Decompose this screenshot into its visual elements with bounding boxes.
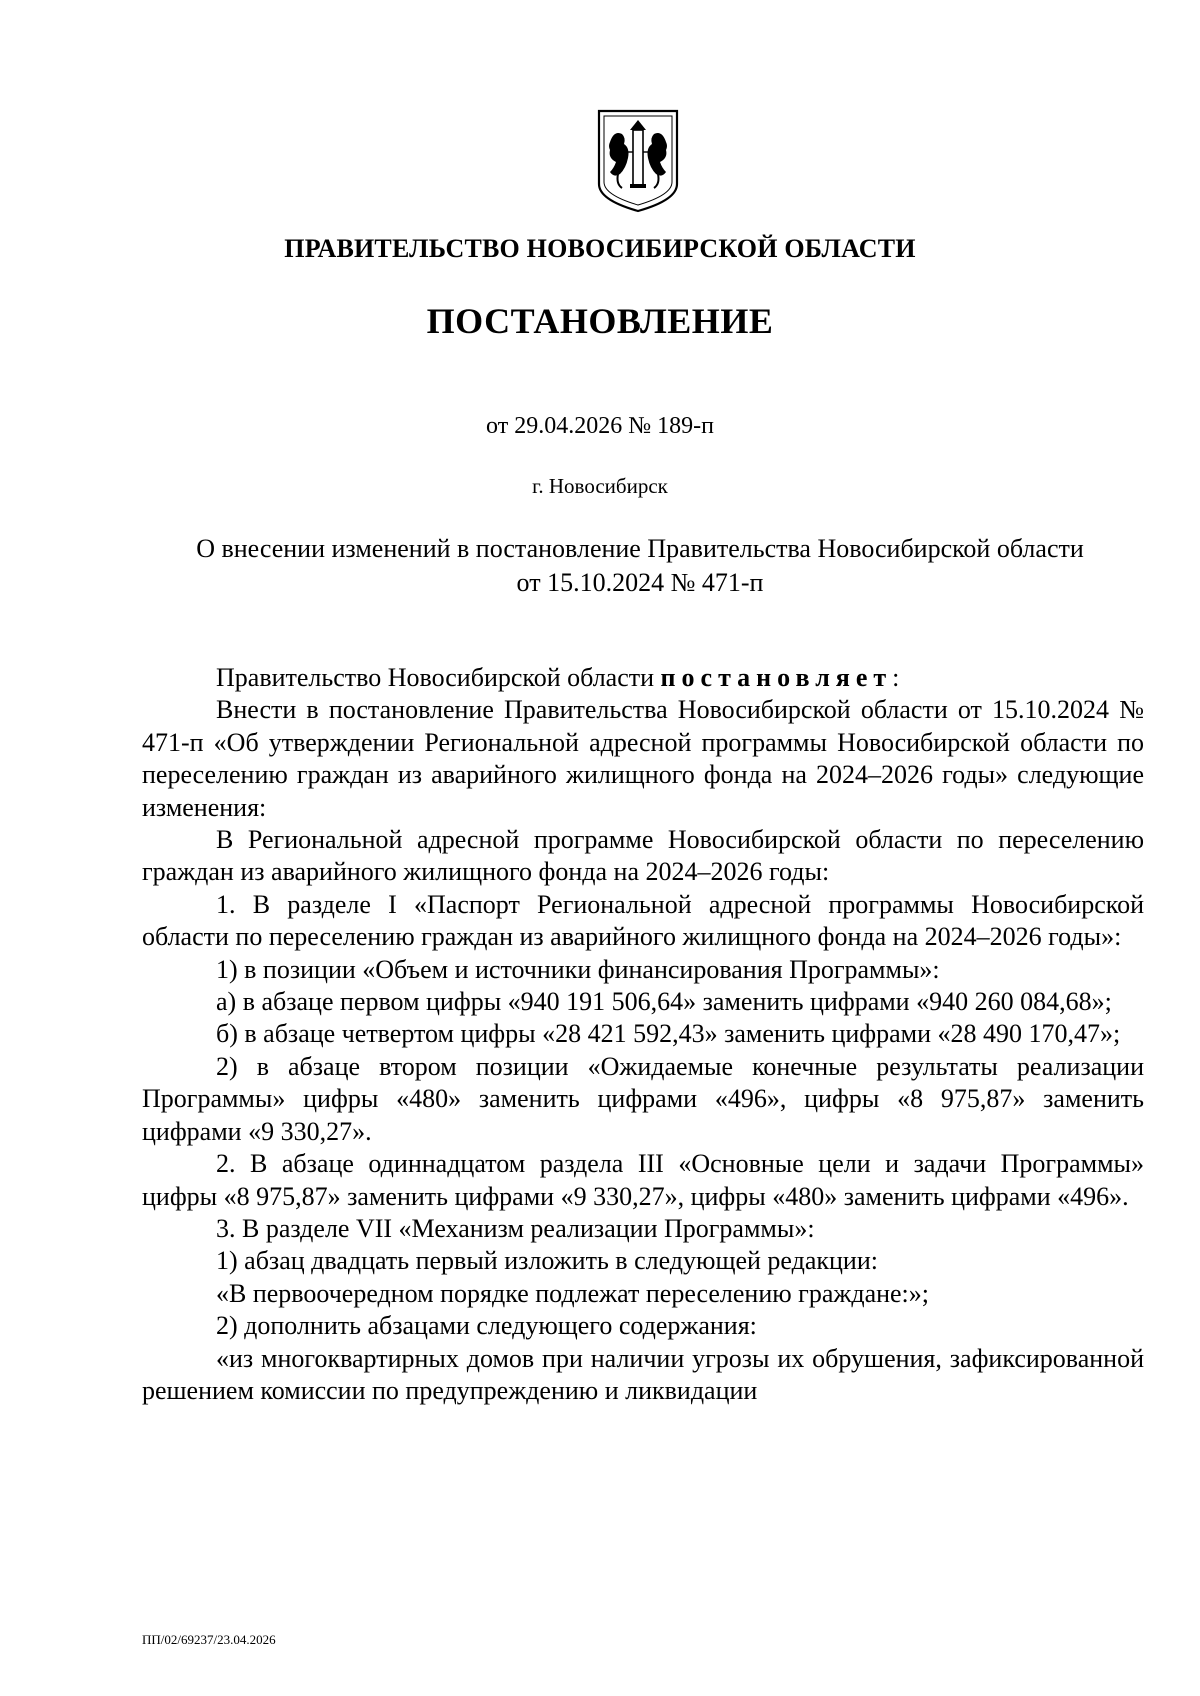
body-paragraph: 2. В абзаце одиннадцатом раздела III «Основные цели и задачи Программы» цифры «8 975,87» заменить цифрами «9 330,27», цифры «480» заменить цифрами «496». bbox=[142, 1149, 1144, 1211]
body-paragraph: 1) в позиции «Объем и источники финансирования Программы»: bbox=[216, 954, 940, 984]
body-paragraph: 2) дополнить абзацами следующего содержания: bbox=[216, 1311, 757, 1341]
intro-colon: : bbox=[892, 663, 900, 692]
resolution-intro-paragraph bbox=[142, 662, 1144, 694]
body-paragraph: В Региональной адресной программе Новосибирской области по переселению граждан из аварийного жилищного фонда на 2024–2026 годы: bbox=[142, 825, 1144, 887]
body-paragraph: а) в абзаце первом цифры «940 191 506,64» заменить цифрами «940 260 084,68»; bbox=[216, 987, 1112, 1017]
date-number-line: от 29.04.2026 № 189-п bbox=[486, 413, 714, 439]
body-paragraph: 1. В разделе I «Паспорт Региональной адресной программы Новосибирской области по переселению граждан из аварийного жилищного фонда на 2024–2026 годы»: bbox=[142, 889, 1144, 952]
body-paragraph: 2) в абзаце втором позиции «Ожидаемые конечные результаты реализации Программы» цифры «480» заменить цифрами «496», цифры «8 975,87» заменить цифрами «9 330,27». bbox=[142, 1051, 1144, 1146]
document-registration-code: ПП/02/69237/23.04.2026 bbox=[142, 1632, 276, 1647]
body-paragraph: 1) абзац двадцать первый изложить в следующей редакции: bbox=[216, 1246, 878, 1276]
body-paragraph: «из многоквартирных домов при наличии угрозы их обрушения, зафиксированной решением комиссии по предупреждению и ликвидации bbox=[142, 1343, 1144, 1405]
body-paragraph: б) в абзаце четвертом цифры «28 421 592,43» заменить цифрами «28 490 170,47»; bbox=[216, 1019, 1121, 1049]
body-paragraph: 3. В разделе VII «Механизм реализации Программы»: bbox=[216, 1213, 815, 1243]
coat-of-arms-icon bbox=[596, 108, 680, 214]
city-line: г. Новосибирск bbox=[532, 474, 668, 498]
document-title bbox=[140, 532, 1140, 600]
title-line-1: О внесении изменений в постановление Правительства Новосибирской области bbox=[196, 534, 1084, 563]
intro-text: Правительство Новосибирской области bbox=[216, 663, 661, 692]
title-line-2: от 15.10.2024 № 471-п bbox=[516, 568, 764, 597]
organization-heading: ПРАВИТЕЛЬСТВО НОВОСИБИРСКОЙ ОБЛАСТИ bbox=[284, 234, 916, 263]
document-type-heading: ПОСТАНОВЛЕНИЕ bbox=[426, 301, 774, 341]
body-paragraph: «В первоочередном порядке подлежат переселению граждане:»; bbox=[216, 1278, 930, 1308]
resolves-word: постановляет bbox=[660, 663, 893, 692]
document-body bbox=[142, 662, 1144, 1407]
body-paragraph: Внести в постановление Правительства Новосибирской области от 15.10.2024 № 471-п «Об утверждении Региональной адресной программы Новосибирской области по переселению граждан из аварийного жилищного фонда на 2024–2026 годы» следующие изменения: bbox=[142, 695, 1144, 822]
